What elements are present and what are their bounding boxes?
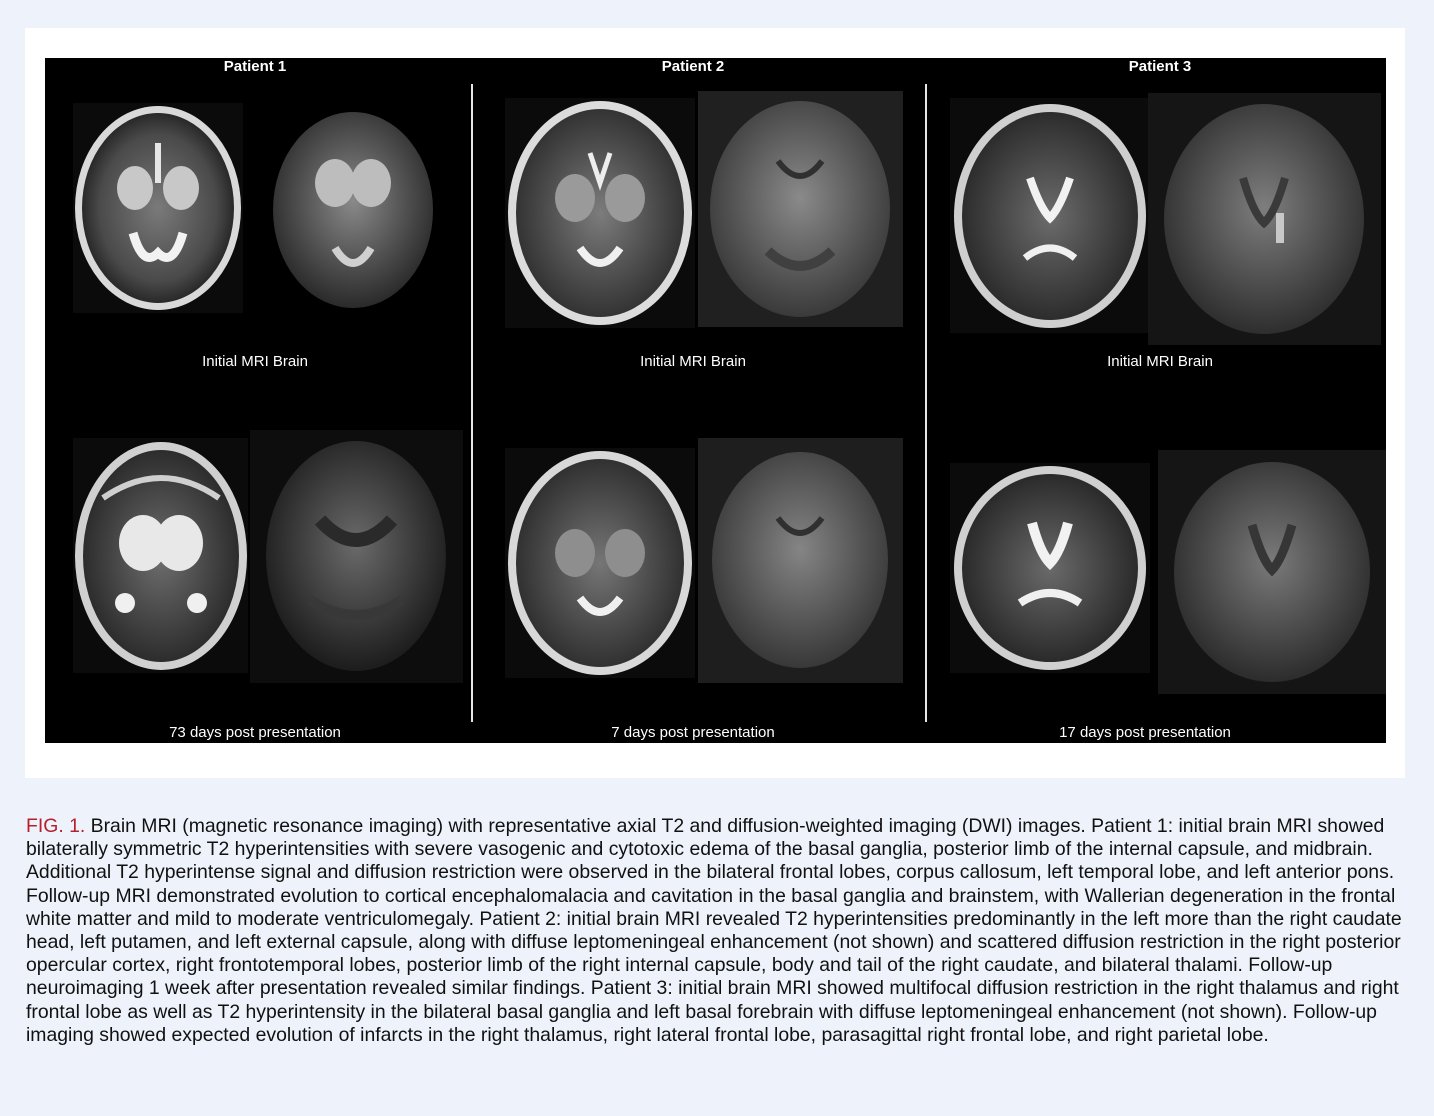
patient-3-followup-t2-image [950, 463, 1150, 673]
patient-3-initial-label: Initial MRI Brain [1107, 353, 1213, 370]
patient-2-followup-t2-image [505, 448, 695, 678]
patient-2-initial-t2-image [505, 98, 695, 328]
patient-1-followup-dwi-image [250, 430, 463, 683]
patient-1-title: Patient 1 [223, 58, 287, 75]
figure-caption [26, 815, 1406, 1047]
patient-2-followup-label: 7 days post presentation [611, 724, 775, 741]
patient-2-title: Patient 2 [661, 58, 725, 75]
patient-3-initial-t2-image [950, 98, 1150, 333]
patient-2-initial-label: Initial MRI Brain [640, 353, 746, 370]
patient-1-followup-label: 73 days post presentation [169, 724, 341, 741]
patient-3-followup-label: 17 days post presentation [1059, 724, 1231, 741]
patient-1-followup-t2-image [73, 438, 248, 673]
patient-1-initial-t2-image [73, 103, 243, 313]
patient-3-initial-dwi-image [1148, 93, 1381, 345]
column-divider [471, 84, 473, 722]
patient-1-initial-dwi-image [265, 108, 440, 313]
figure-card [25, 28, 1405, 778]
mri-figure-panel [45, 58, 1386, 743]
patient-2-followup-dwi-image [698, 438, 903, 683]
patient-3-followup-dwi-image [1158, 450, 1386, 694]
patient-3-title: Patient 3 [1128, 58, 1192, 75]
column-divider [925, 84, 927, 722]
patient-1-initial-label: Initial MRI Brain [202, 353, 308, 370]
patient-2-initial-dwi-image [698, 91, 903, 327]
figure-caption-label: FIG. 1. [26, 815, 86, 837]
figure-caption-text: Brain MRI (magnetic resonance imaging) with representative axial T2 and diffusion-weighted imaging (DWI) images. Patient 1: initial brain MRI showed bilaterally symmetric T2 hyperintensities with severe vasogenic and cytotoxic edema of the basal ganglia, posterior limb of the internal capsule, and midbrain. Additional T2 hyperintense signal and diffusion restriction were observed in the bilateral frontal lobes, corpus callosum, left temporal lobe, and left anterior pons. Follow-up MRI demonstrated evolution to cortical encephalomalacia and cavitation in the basal ganglia and brainstem, with Wallerian degeneration in the frontal white matter and mild to moderate ventriculomegaly. Patient 2: initial brain MRI revealed T2 hyperintensities predominantly in the left more than the right caudate head, left putamen, and left external capsule, along with diffuse leptomeningeal enhancement (not shown) and scattered diffusion restriction in the right posterior opercular cortex, right frontotemporal lobes, posterior limb of the right internal capsule, body and tail of the right caudate, and bilateral thalami. Follow-up neuroimaging 1 week after presentation revealed similar findings. Patient 3: initial brain MRI showed multifocal diffusion restriction in the right thalamus and right frontal lobe as well as T2 hyperintensity in the bilateral basal ganglia and left basal forebrain with diffuse leptomeningeal enhancement (not shown). Follow-up imaging showed expected evolution of infarcts in the right thalamus, right lateral frontal lobe, parasagittal right frontal lobe, and right parietal lobe. [26, 815, 1402, 1046]
